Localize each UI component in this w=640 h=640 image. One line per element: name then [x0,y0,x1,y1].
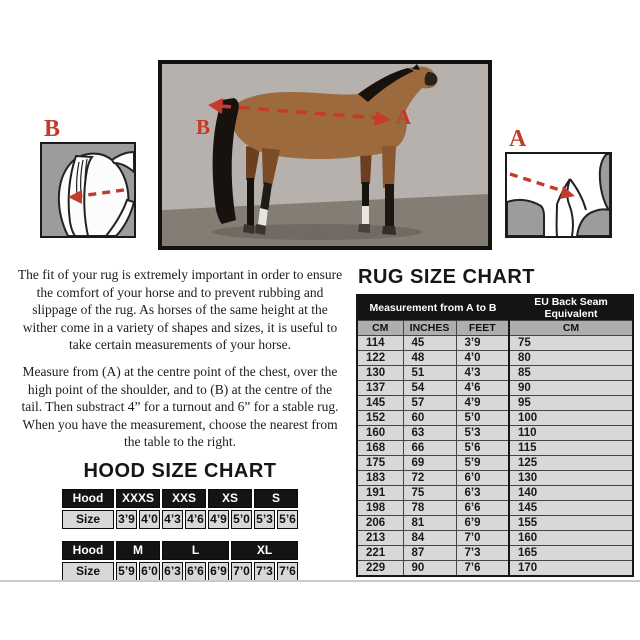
chest-diagram-illustration [505,152,612,238]
rug-table-row [357,336,633,351]
rug-cell-cm: 168 [357,441,403,456]
rug-cell-feet: 4’3 [456,366,509,381]
hood-size-group-l: L [162,541,229,560]
intro-paragraph-1: The fit of your rug is extremely important in order to ensure the comfort of your horse and to prevent rubbing and slippage of the rug. As horses of the same height at the wither come in a variety of shapes and sizes, it is useful to take certain measurements of your horse. [17,267,343,353]
hood-header-row [62,489,298,508]
rug-cell-feet: 7’0 [456,531,509,546]
hood-chart-title: HOOD SIZE CHART [83,459,277,482]
hood-size-cell: 4’3 [162,510,183,529]
hood-size-tables [54,487,306,583]
intro-text [12,266,348,451]
measurement-illustrations [0,0,640,250]
hood-size-group-xl: XL [231,541,298,560]
horse-chest-drawing [507,154,610,236]
rug-table-row [357,501,633,516]
rug-cell-cm: 213 [357,531,403,546]
rug-cell-feet: 4’9 [456,396,509,411]
rug-cell-inches: 51 [403,366,456,381]
hood-size-cell: 6’3 [162,562,183,581]
rug-table-row [357,471,633,486]
rug-cell-inches: 57 [403,396,456,411]
diagram-a-label: A [509,126,527,152]
tail-diagram-b [40,116,136,238]
rug-cell-cm: 229 [357,561,403,577]
rug-cell-eu-cm: 155 [509,516,633,531]
hood-size-cell: 6’6 [185,562,206,581]
rug-cell-feet: 3’9 [456,336,509,351]
rug-table-row [357,441,633,456]
rug-cell-inches: 48 [403,351,456,366]
rug-cell-inches: 69 [403,456,456,471]
rug-cell-eu-cm: 110 [509,426,633,441]
rug-cell-eu-cm: 165 [509,546,633,561]
rug-cell-eu-cm: 85 [509,366,633,381]
rug-chart-title: RUG SIZE CHART [358,266,535,288]
rug-cell-eu-cm: 100 [509,411,633,426]
rug-cell-eu-cm: 160 [509,531,633,546]
rug-cell-feet: 6’3 [456,486,509,501]
rug-column-cm: CM [357,321,403,336]
size-row-label: Size [62,510,114,529]
rug-table-row [357,486,633,501]
hood-size-cell: 3’9 [116,510,137,529]
rug-cell-inches: 72 [403,471,456,486]
rug-cell-feet: 6’6 [456,501,509,516]
tail-diagram-illustration [40,142,136,238]
bottom-divider [0,580,640,582]
rug-table-row [357,351,633,366]
rug-cell-eu-cm: 75 [509,336,633,351]
rug-cell-feet: 7’6 [456,561,509,577]
chest-diagram-a [505,126,612,238]
rug-column-feet: FEET [456,321,509,336]
size-row-label: Size [62,562,114,581]
rug-cell-eu-cm: 130 [509,471,633,486]
rug-cell-inches: 78 [403,501,456,516]
rug-cell-eu-cm: 140 [509,486,633,501]
rug-cell-inches: 63 [403,426,456,441]
rug-table-row [357,381,633,396]
rug-cell-cm: 130 [357,366,403,381]
rug-column-header-row [357,321,633,336]
hood-size-cell: 5’0 [231,510,252,529]
horse-photo [158,60,492,250]
hood-size-cell: 4’6 [185,510,206,529]
horse-tail-drawing [42,144,134,236]
rug-cell-inches: 84 [403,531,456,546]
rug-cell-cm: 175 [357,456,403,471]
rug-size-table [356,294,634,577]
rug-cell-eu-cm: 145 [509,501,633,516]
rug-cell-eu-cm: 90 [509,381,633,396]
hood-size-group-s: S [254,489,298,508]
hood-size-cell: 7’3 [254,562,275,581]
rug-cell-feet: 4’6 [456,381,509,396]
rug-table-row [357,366,633,381]
rug-cell-inches: 66 [403,441,456,456]
rug-group-header-row [357,295,633,321]
rug-cell-cm: 206 [357,516,403,531]
right-column [356,266,634,591]
rug-cell-cm: 183 [357,471,403,486]
diagram-b-label: B [44,116,61,142]
rug-table-row [357,426,633,441]
rug-column-eu-cm: CM [509,321,633,336]
main-content [12,266,640,591]
rug-cell-cm: 191 [357,486,403,501]
hood-size-group-xs: XS [208,489,252,508]
rug-cell-feet: 5’9 [456,456,509,471]
rug-header-eu-back-seam: EU Back Seam Equivalent [509,295,633,321]
rug-cell-feet: 7’3 [456,546,509,561]
rug-cell-inches: 60 [403,411,456,426]
rug-cell-feet: 6’9 [456,516,509,531]
hood-size-cell: 4’0 [139,510,160,529]
hood-row-label: Hood [62,489,114,508]
rug-cell-cm: 198 [357,501,403,516]
hood-header-row [62,541,298,560]
hood-size-cell: 7’0 [231,562,252,581]
horse-photo-illustration [162,64,488,246]
rug-column-inches: INCHES [403,321,456,336]
rug-cell-cm: 137 [357,381,403,396]
rug-cell-eu-cm: 95 [509,396,633,411]
rug-header-measurement-a-to-b: Measurement from A to B [357,295,509,321]
rug-cell-cm: 122 [357,351,403,366]
rug-table-row [357,396,633,411]
rug-cell-inches: 81 [403,516,456,531]
rug-cell-inches: 75 [403,486,456,501]
rug-cell-inches: 90 [403,561,456,577]
rug-cell-feet: 5’6 [456,441,509,456]
hood-size-cell: 7’6 [277,562,298,581]
rug-cell-inches: 87 [403,546,456,561]
intro-paragraph-2: Measure from (A) at the centre point of the chest, over the high point of the shoulder, and to (B) at the centre of the tail. Then substract 4” for a turnout and 6” for a stable rug. When you have the measurement, choose the nearest from the table to the right. [21,363,339,450]
hood-size-group-m: M [116,541,160,560]
rug-cell-feet: 5’3 [456,426,509,441]
hood-size-row [62,510,298,529]
hood-size-cell: 5’3 [254,510,275,529]
hood-size-cell: 5’6 [277,510,298,529]
rug-cell-feet: 4’0 [456,351,509,366]
rug-cell-eu-cm: 170 [509,561,633,577]
rug-table-row [357,411,633,426]
rug-table-row [357,531,633,546]
rug-cell-cm: 114 [357,336,403,351]
rug-table-row [357,561,633,577]
rug-cell-feet: 5’0 [456,411,509,426]
hood-size-cell: 4’9 [208,510,229,529]
hood-size-cell: 6’9 [208,562,229,581]
rug-cell-eu-cm: 115 [509,441,633,456]
rug-cell-cm: 160 [357,426,403,441]
rug-cell-cm: 145 [357,396,403,411]
rug-table-row [357,456,633,471]
rug-cell-feet: 6’0 [456,471,509,486]
rug-cell-cm: 221 [357,546,403,561]
photo-label-b: B [196,115,211,139]
hood-size-cell: 6’0 [139,562,160,581]
rug-cell-inches: 54 [403,381,456,396]
hood-size-group-xxs: XXS [162,489,206,508]
rug-cell-eu-cm: 80 [509,351,633,366]
rug-table-row [357,516,633,531]
rug-table-row [357,546,633,561]
hood-size-row [62,562,298,581]
hood-size-group-xxxs: XXXS [116,489,160,508]
hood-row-label: Hood [62,541,114,560]
rug-cell-cm: 152 [357,411,403,426]
rug-cell-inches: 45 [403,336,456,351]
hood-size-table-2 [60,539,300,583]
photo-label-a: A [396,105,412,129]
hood-size-cell: 5’9 [116,562,137,581]
rug-cell-eu-cm: 125 [509,456,633,471]
hood-size-table-1 [60,487,300,531]
left-column [12,266,348,591]
